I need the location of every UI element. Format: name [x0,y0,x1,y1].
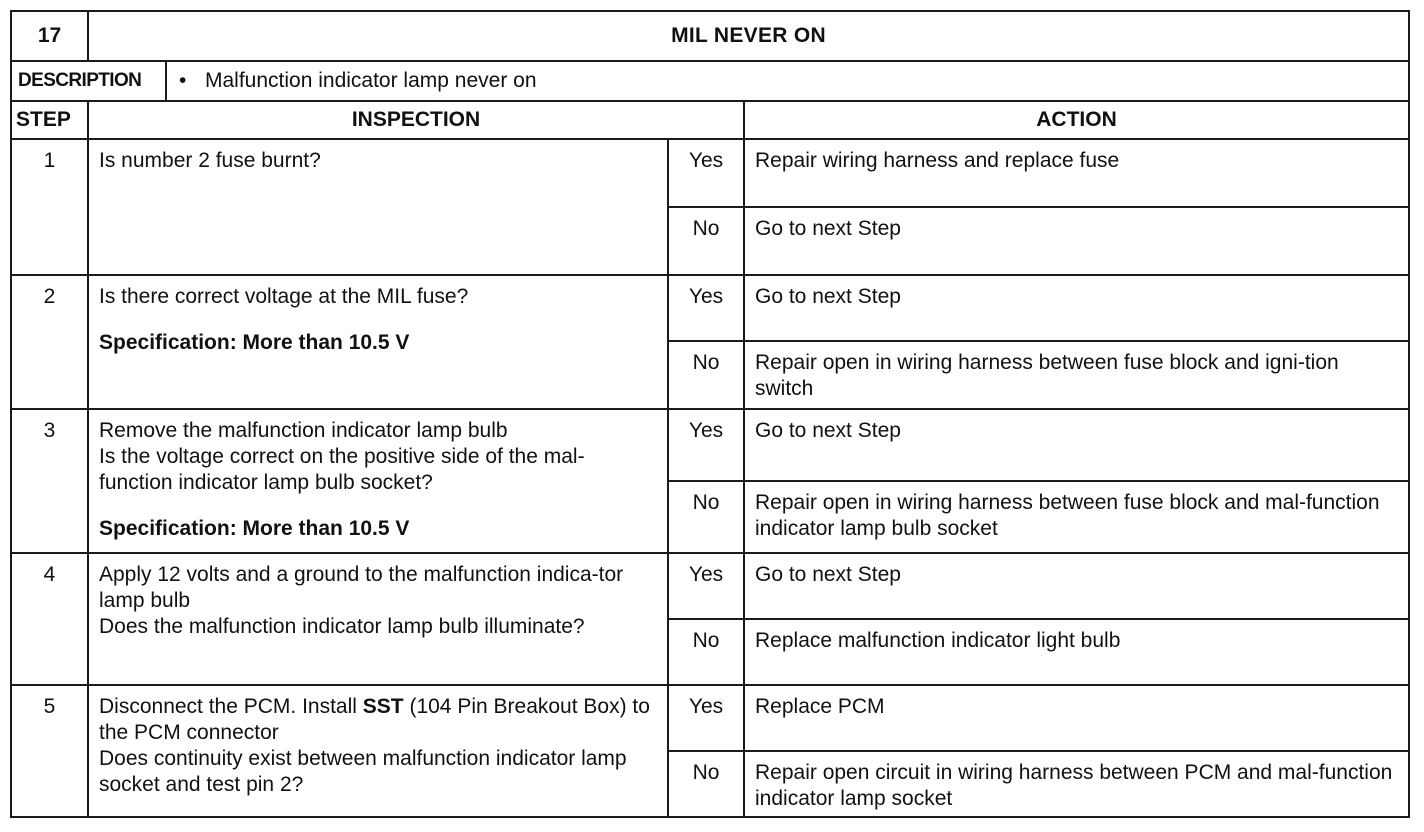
no-action: Replace malfunction indicator light bulb [744,619,1409,685]
no-action: Repair open circuit in wiring harness between PCM and mal-function indicator lamp socket [744,751,1409,817]
yes-action: Go to next Step [744,275,1409,341]
troubleshooting-sheet [10,10,1408,818]
yes-label: Yes [668,409,744,481]
description-text: Malfunction indicator lamp never on [205,69,537,92]
procedure-number: 17 [11,11,88,61]
step-row-5-yes [11,685,1409,751]
yes-action: Go to next Step [744,409,1409,481]
inspection-text: Apply 12 volts and a ground to the malfunction indica-tor lamp bulb [99,563,624,612]
inspection-suffix: (104 Pin Breakout Box) to the PCM connector [99,695,650,744]
inspection-text: Is number 2 fuse burnt? [99,149,321,172]
step-row-4-yes [11,553,1409,619]
no-label: No [668,619,744,685]
inspection-prefix: Disconnect the PCM. Install [99,695,363,718]
no-label: No [668,481,744,553]
step-row-2-yes [11,275,1409,341]
no-action: Repair open in wiring harness between fuse block and mal-function indicator lamp bulb socket [744,481,1409,553]
title-row [11,11,1409,61]
no-action: Repair open in wiring harness between fuse block and igni-tion switch [744,341,1409,409]
no-label: No [668,207,744,275]
column-header-inspection: INSPECTION [88,101,744,139]
step-number: 1 [11,139,88,275]
inspection-text: Does continuity exist between malfunction indicator lamp socket and test pin 2? [99,747,627,796]
no-label: No [668,341,744,409]
step-number: 4 [11,553,88,685]
step-inspection [88,685,668,817]
step-number: 3 [11,409,88,553]
yes-label: Yes [668,139,744,207]
description-label: DESCRIPTION [11,61,166,101]
yes-action: Replace PCM [744,685,1409,751]
step-inspection [88,553,668,685]
description-row [11,61,1409,101]
column-header-row [11,101,1409,139]
column-header-action: ACTION [744,101,1409,139]
inspection-text: Does the malfunction indicator lamp bulb illuminate? [99,615,585,638]
yes-action: Repair wiring harness and replace fuse [744,139,1409,207]
specification-text: Specification: More than 10.5 V [99,517,410,540]
bullet-icon: • [179,69,187,92]
yes-label: Yes [668,685,744,751]
no-action: Go to next Step [744,207,1409,275]
specification-text: Specification: More than 10.5 V [99,331,410,354]
inspection-text: Is there correct voltage at the MIL fuse? [99,285,469,308]
description-cell [166,61,1409,101]
inspection-text: Remove the malfunction indicator lamp bulb [99,419,508,442]
yes-label: Yes [668,553,744,619]
column-header-step: STEP [11,101,88,139]
yes-action: Go to next Step [744,553,1409,619]
step-inspection [88,275,668,409]
procedure-title: MIL NEVER ON [88,11,1409,61]
step-inspection [88,139,668,275]
no-label: No [668,751,744,817]
inspection-text-with-tool [99,694,657,746]
step-inspection [88,409,668,553]
special-service-tool: SST [362,695,404,718]
step-row-3-yes [11,409,1409,481]
troubleshooting-table [10,10,1410,818]
step-number: 5 [11,685,88,817]
step-row-1-yes [11,139,1409,207]
step-number: 2 [11,275,88,409]
inspection-text: Is the voltage correct on the positive side of the mal-function indicator lamp bulb socket? [99,445,585,494]
yes-label: Yes [668,275,744,341]
